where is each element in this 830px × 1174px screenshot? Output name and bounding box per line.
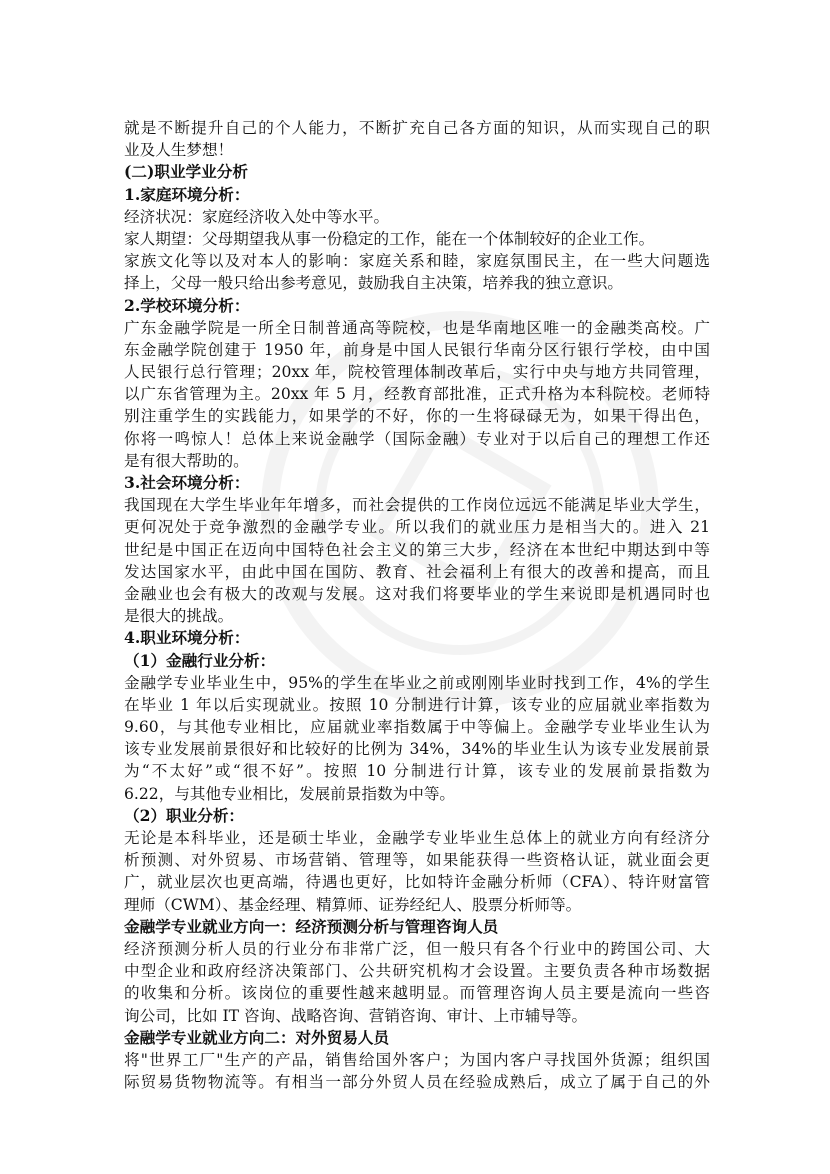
paragraph-line: 在毕业 1 年以后实现就业。按照 10 分制进行计算，该专业的应届就业率指数为 <box>124 695 710 714</box>
paragraph-line: 就是不断提升自己的个人能力，不断扩充自己各方面的知识，从而实现自己的职 <box>124 119 710 137</box>
paragraph-line: 择上，父母一般只给出参考意见，鼓励我自主决策，培养我的独立意识。 <box>124 274 624 293</box>
paragraph-line: 金融业也会有极大的改观与发展。这对我们将要毕业的学生来说即是机遇同时也 <box>124 584 710 603</box>
section-heading-line: （2）职业分析： <box>124 805 245 825</box>
section-heading-line: 金融学专业就业方向二：对外贸易人员 <box>124 1027 390 1047</box>
paragraph-line: 世纪是中国正在迈向中国特色社会主义的第三大步，经济在本世纪中期达到中等 <box>124 540 710 559</box>
paragraph-line: 际贸易货物物流等。有相当一部分外贸人员在经验成熟后，成立了属于自己的外 <box>124 1073 710 1092</box>
paragraph-line: 更何况处于竞争激烈的金融学专业。所以我们的就业压力是相当大的。进入 21 <box>124 518 710 537</box>
paragraph-line: 金融学专业毕业生中，95%的学生在毕业之前或刚刚毕业时找到工作，4%的学生 <box>124 673 710 692</box>
document-body <box>124 117 710 1093</box>
paragraph-line: 东金融学院创建于 1950 年，前身是中国人民银行华南分区行银行学校，由中国 <box>124 340 710 359</box>
paragraph-line: 是有很大帮助的。 <box>124 451 249 470</box>
paragraph-line: 的收集和分析。该岗位的重要性越来越明显。而管理咨询人员主要是流向一些咨 <box>124 984 710 1003</box>
paragraph-line: 广东金融学院是一所全日制普通高等院校，也是华南地区唯一的金融类高校。广 <box>124 318 710 337</box>
paragraph-line: 经济预测分析人员的行业分布非常广泛，但一般只有各个行业中的跨国公司、大 <box>124 939 710 958</box>
section-heading-line: 4.职业环境分析： <box>124 628 250 648</box>
section-heading-line: （1）金融行业分析： <box>124 650 276 670</box>
paragraph-line: 经济状况：家庭经济收入处中等水平。 <box>124 207 390 226</box>
paragraph-line: 家人期望：父母期望我从事一份稳定的工作，能在一个体制较好的企业工作。 <box>124 229 655 248</box>
paragraph-line: 是很大的挑战。 <box>124 607 234 626</box>
paragraph-line: 6.22，与其他专业相比，发展前景指数为中等。 <box>124 784 456 803</box>
paragraph-line: 9.60，与其他专业相比，应届就业率指数属于中等偏上。金融学专业毕业生认为 <box>124 718 710 737</box>
paragraph-line: 析预测、对外贸易、市场营销、管理等，如果能获得一些资格认证，就业面会更 <box>124 851 710 870</box>
paragraph-line: 发达国家水平，由此中国在国防、教育、社会福利上有很大的改善和提高，而且 <box>124 562 710 581</box>
paragraph-line: 以广东省管理为主。20xx 年 5 月，经教育部批准，正式升格为本科院校。老师特 <box>124 385 710 404</box>
paragraph-line: 你将一鸣惊人！总体上来说金融学（国际金融）专业对于以后自己的理想工作还 <box>124 429 710 448</box>
paragraph-line: 人民银行总行管理；20xx 年，院校管理体制改革后，实行中央与地方共同管理， <box>124 363 710 382</box>
paragraph-line: 将"世界工厂"生产的产品，销售给国外客户；为国内客户寻找国外货源；组织国 <box>124 1050 710 1069</box>
section-heading-line: 金融学专业就业方向一：经济预测分析与管理咨询人员 <box>124 916 499 936</box>
paragraph-line: 该专业发展前景很好和比较好的比例为 34%，34%的毕业生认为该专业发展前景 <box>124 740 710 759</box>
paragraph-line: 业及人生梦想！ <box>124 141 234 160</box>
paragraph-line: 理师（CWM）、基金经理、精算师、证券经纪人、股票分析师等。 <box>124 895 582 914</box>
paragraph-line: 家族文化等以及对本人的影响：家庭关系和睦，家庭氛围民主，在一些大问题选 <box>124 252 710 271</box>
section-heading-line: 2.学校环境分析： <box>124 295 250 315</box>
paragraph-line: 中型企业和政府经济决策部门、公共研究机构才会设置。主要负责各种市场数据 <box>124 962 710 981</box>
paragraph-line: 无论是本科毕业，还是硕士毕业，金融学专业毕业生总体上的就业方向有经济分 <box>124 829 710 847</box>
section-heading-line: 1.家庭环境分析： <box>124 184 250 204</box>
paragraph-line: 我国现在大学生毕业年年增多，而社会提供的工作岗位远远不能满足毕业大学生， <box>124 496 710 515</box>
paragraph-line: 别注重学生的实践能力，如果学的不好，你的一生将碌碌无为，如果干得出色， <box>124 407 710 426</box>
paragraph-line: 为“不太好”或“很不好”。按照 10 分制进行计算，该专业的发展前景指数为 <box>124 762 710 781</box>
section-heading-line: (二)职业学业分析 <box>124 162 248 182</box>
section-heading-line: 3.社会环境分析： <box>124 473 250 492</box>
paragraph-line: 询公司，比如 IT 咨询、战略咨询、营销咨询、审计、上市辅导等。 <box>124 1006 588 1025</box>
paragraph-line: 广，就业层次也更高端，待遇也更好，比如特许金融分析师（CFA）、特许财富管 <box>124 873 710 892</box>
